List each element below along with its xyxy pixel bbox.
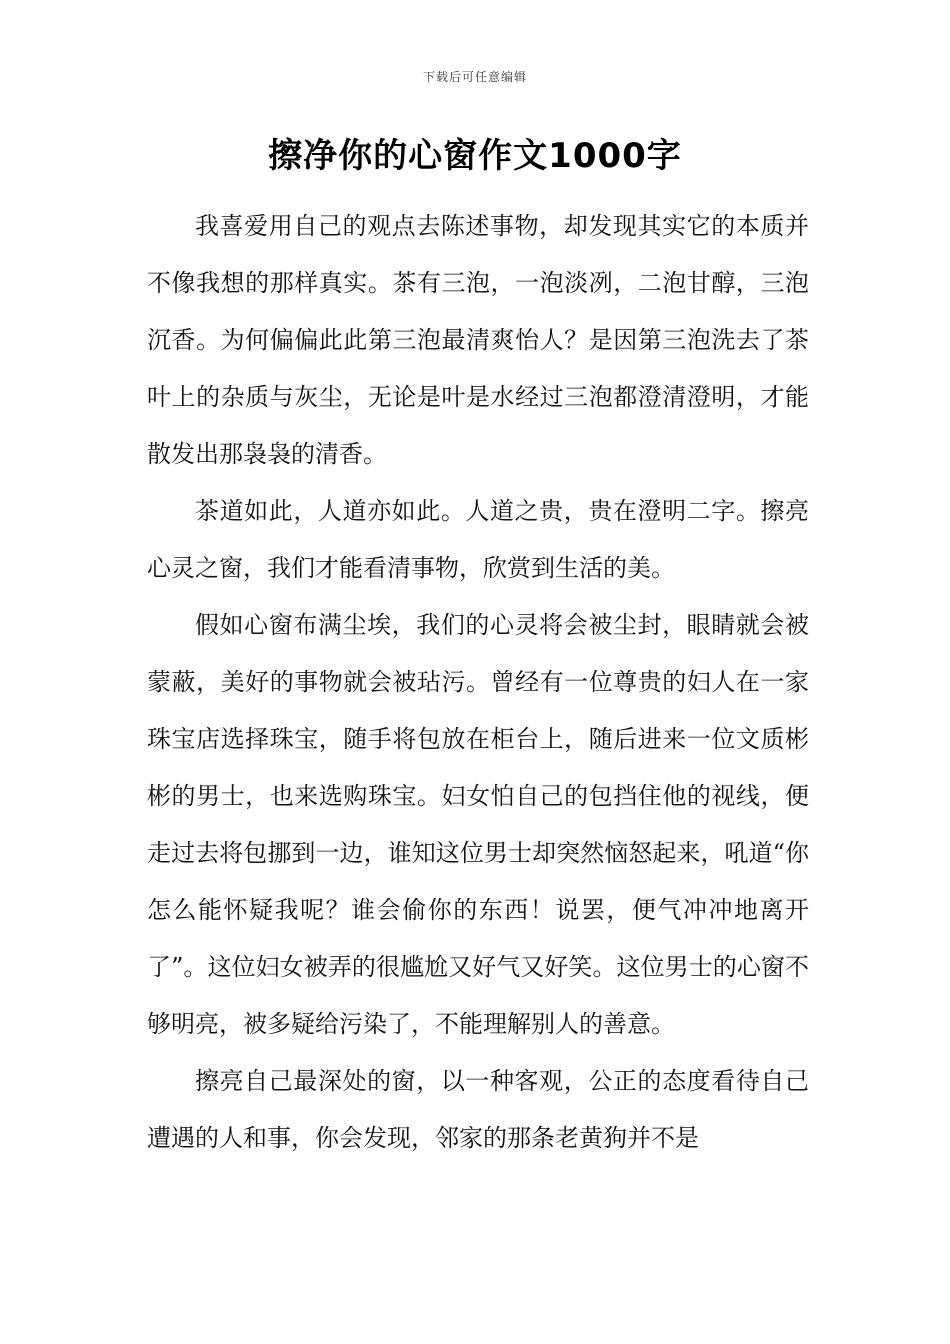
paragraph: 假如心窗布满尘埃，我们的心灵将会被尘封，眼睛就会被蒙蔽，美好的事物就会被玷污。曾经有一位尊贵的妇人在一家珠宝店选择珠宝，随手将包放在柜台上，随后进来一位文质彬彬的男士，也来选购珠宝。妇女怕自己的包挡住他的视线，便走过去将包挪到一边，谁知这位男士却突然恼怒起来，吼道“你怎么能怀疑我呢？谁会偷你的东西！说罢，便气冲冲地离开了”。这位妇女被弄的很尴尬又好气又好笑。这位男士的心窗不够明亮，被多疑给污染了，不能理解别人的善意。	[147, 611, 809, 1038]
paragraph: 茶道如此，人道亦如此。人道之贵，贵在澄明二字。擦亮心灵之窗，我们才能看清事物，欣赏到生活的美。	[147, 497, 809, 582]
document-title: 擦净你的心窗作文1000字	[268, 136, 682, 176]
document-body	[147, 198, 809, 1167]
paragraph: 我喜爱用自己的观点去陈述事物，却发现其实它的本质并不像我想的那样真实。茶有三泡，一泡淡冽，二泡甘醇，三泡沉香。为何偏偏此此第三泡最清爽怡人？是因第三泡洗去了茶叶上的杂质与灰尘，无论是叶是水经过三泡都澄清澄明，才能散发出那袅袅的清香。	[147, 212, 809, 468]
paragraph: 擦亮自己最深处的窗，以一种客观，公正的态度看待自己遭遇的人和事，你会发现，邻家的那条老黄狗并不是	[147, 1067, 809, 1152]
header-note: 下载后可任意编辑	[422, 70, 527, 84]
